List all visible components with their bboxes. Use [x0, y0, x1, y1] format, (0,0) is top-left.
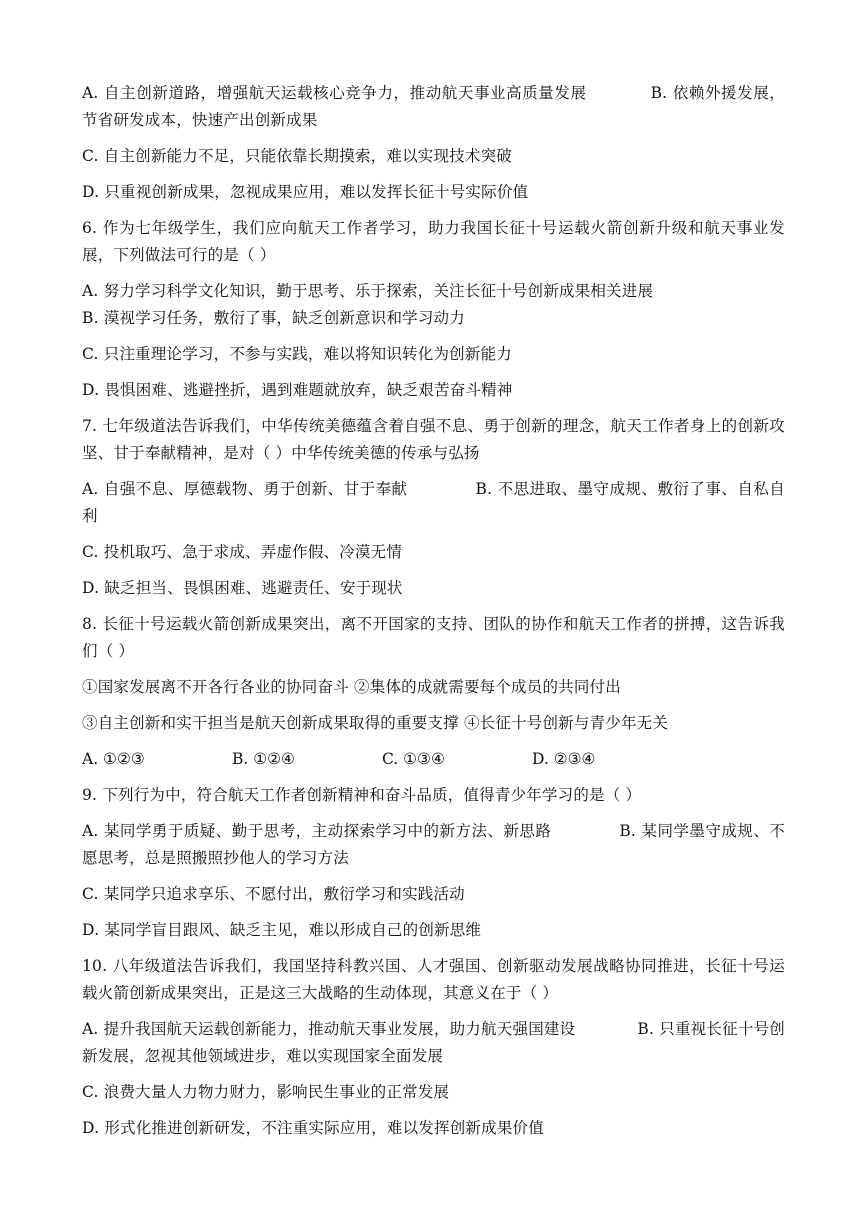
q7-option-d: D. 缺乏担当、畏惧困难、逃避责任、安于现状 — [82, 579, 403, 597]
q8-statements-12 — [82, 674, 785, 701]
q8-statement-1: ①国家发展离不开各行各业的协同奋斗 — [82, 678, 349, 696]
q10-option-d: D. 形式化推进创新研发，不注重实际应用，难以发挥创新成果价值 — [82, 1119, 544, 1137]
q8-statement-2: ②集体的成就需要每个成员的共同付出 — [354, 678, 621, 696]
q8-options — [82, 746, 785, 773]
q5-options-ab — [82, 80, 785, 134]
q6-option-a: A. 努力学习科学文化知识，勤于思考、乐于探索，关注长征十号创新成果相关进展 — [82, 282, 654, 300]
q9-option-b: B. 某同学墨守成规、不愿思考，总是照搬照抄他人的学习方法 — [82, 822, 785, 867]
q8-statement-4: ④长征十号创新与青少年无关 — [463, 714, 669, 732]
q8-option-d: D. ②③④ — [532, 750, 596, 768]
q8-statement-3: ③自主创新和实干担当是航天创新成果取得的重要支撑 — [82, 714, 459, 732]
q9-options-ab — [82, 818, 785, 872]
q10-options-ab — [82, 1016, 785, 1070]
q9-option-c: C. 某同学只追求享乐、不愿付出，敷衍学习和实践活动 — [82, 885, 465, 903]
q10-stem: 10. 八年级道法告诉我们，我国坚持科教兴国、人才强国、创新驱动发展战略协同推进，长征十号运载火箭创新成果突出，正是这三大战略的生动体现，其意义在于（ ） — [82, 957, 785, 1002]
q8-option-a: A. ①②③ — [82, 750, 145, 768]
q7-option-b: B. 不思进取、墨守成规、敷衍了事、自私自利 — [82, 480, 785, 525]
q10-option-c: C. 浪费大量人力物力财力，影响民生事业的正常发展 — [82, 1083, 450, 1101]
q7-option-c: C. 投机取巧、急于求成、弄虚作假、冷漠无情 — [82, 543, 403, 561]
q8-option-b: B. ①②④ — [232, 750, 295, 768]
q7-option-a: A. 自强不息、厚德载物、勇于创新、甘于奉献 — [82, 480, 408, 498]
q6-stem: 6. 作为七年级学生，我们应向航天工作者学习，助力我国长征十号运载火箭创新升级和航天事业发展，下列做法可行的是（ ） — [82, 219, 785, 264]
q9-option-d: D. 某同学盲目跟风、缺乏主见，难以形成自己的创新思维 — [82, 921, 482, 939]
q7-options-ab — [82, 476, 785, 530]
q7-stem: 7. 七年级道法告诉我们，中华传统美德蕴含着自强不息、勇于创新的理念，航天工作者身上的创新攻坚、甘于奉献精神，是对（ ）中华传统美德的传承与弘扬 — [82, 417, 785, 462]
q5-option-b: B. 依赖外援发展，节省研发成本，快速产出创新成果 — [82, 84, 785, 129]
q9-stem: 9. 下列行为中，符合航天工作者创新精神和奋斗品质，值得青少年学习的是（ ） — [82, 786, 642, 804]
q10-option-a: A. 提升我国航天运载创新能力，推动航天事业发展，助力航天强国建设 — [82, 1020, 576, 1038]
q9-option-a: A. 某同学勇于质疑、勤于思考，主动探索学习中的新方法、新思路 — [82, 822, 552, 840]
q6-option-c: C. 只注重理论学习，不参与实践，难以将知识转化为创新能力 — [82, 345, 512, 363]
document-page — [82, 80, 785, 1142]
q10-option-b: B. 只重视长征十号创新发展，忽视其他领域进步，难以实现国家全面发展 — [82, 1020, 785, 1065]
q8-statements-34 — [82, 710, 785, 737]
q5-option-a: A. 自主创新道路，增强航天运载核心竞争力，推动航天事业高质量发展 — [82, 84, 587, 102]
q5-option-c: C. 自主创新能力不足，只能依靠长期摸索，难以实现技术突破 — [82, 147, 512, 165]
q6-option-b: B. 漠视学习任务，敷衍了事，缺乏创新意识和学习动力 — [82, 309, 465, 327]
q6-option-d: D. 畏惧困难、逃避挫折，遇到难题就放弃，缺乏艰苦奋斗精神 — [82, 381, 513, 399]
q8-option-c: C. ①③④ — [382, 750, 445, 768]
q8-stem: 8. 长征十号运载火箭创新成果突出，离不开国家的支持、团队的协作和航天工作者的拼搏，这告诉我们（ ） — [82, 615, 785, 660]
q5-option-d: D. 只重视创新成果，忽视成果应用，难以发挥长征十号实际价值 — [82, 183, 529, 201]
